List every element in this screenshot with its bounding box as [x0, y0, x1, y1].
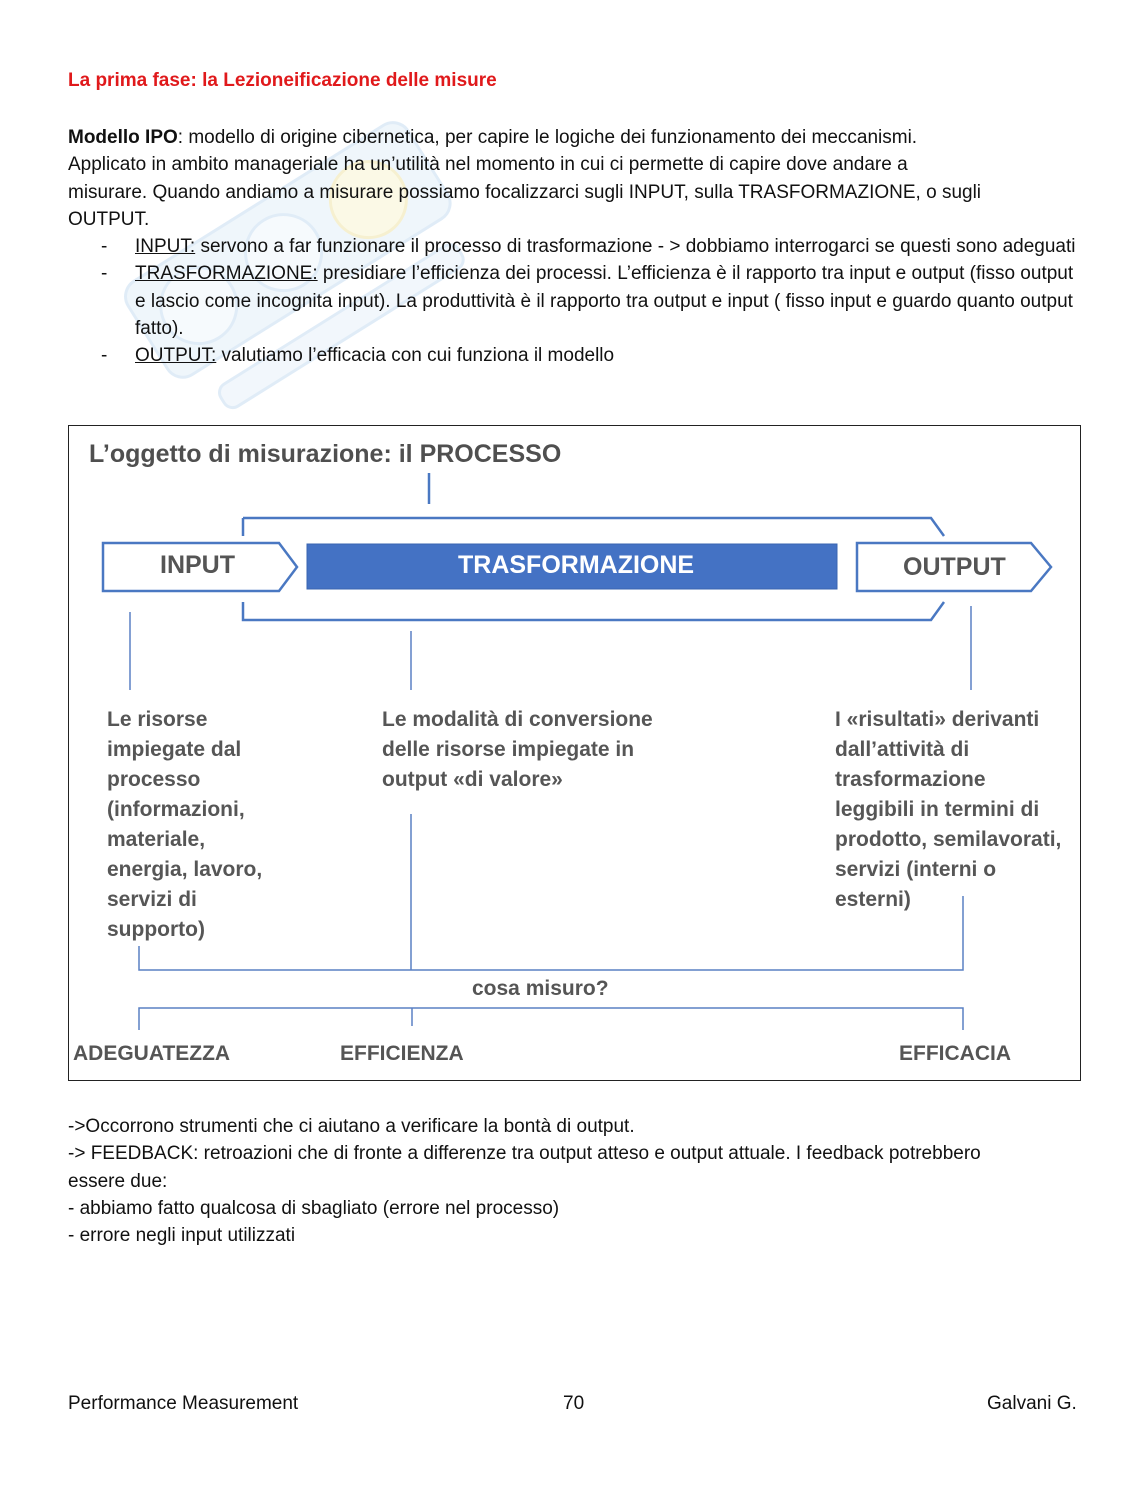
- desc-line: I «risultati» derivanti: [835, 708, 1040, 731]
- output-label: OUTPUT: [903, 553, 1006, 581]
- note-line: - abbiamo fatto qualcosa di sbagliato (errore nel processo): [68, 1197, 560, 1219]
- intro-line: OUTPUT.: [68, 208, 150, 230]
- bullet-text: valutiamo l’efficacia con cui funziona il modello: [216, 345, 615, 367]
- desc-line: (informazioni,: [107, 798, 245, 821]
- bullet-item-input: [68, 233, 1078, 260]
- process-diagram: [68, 425, 1081, 1081]
- desc-line: esterni): [835, 888, 911, 911]
- footer-author: Galvani G.: [987, 1393, 1077, 1414]
- bullet-text: servono a far funzionare il processo di trasformazione - > dobbiamo interrogarci se questi sono adeguati: [195, 236, 1076, 257]
- input-description: [107, 705, 262, 945]
- note-line: - errore negli input utilizzati: [68, 1225, 296, 1247]
- footer-page-number: 70: [563, 1393, 585, 1414]
- desc-line: servizi di: [107, 888, 197, 911]
- trasformazione-label: TRASFORMAZIONE: [458, 551, 695, 579]
- note-line: essere due:: [68, 1170, 168, 1192]
- efficacia-label: EFFICACIA: [899, 1042, 1011, 1065]
- desc-line: energia, lavoro,: [107, 858, 263, 881]
- note-line: ->Occorrono strumenti che ci aiutano a verificare la bontà di output.: [68, 1116, 635, 1137]
- bullet-term: INPUT:: [135, 236, 196, 257]
- diagram-title: L’oggetto di misurazione: il PROCESSO: [89, 440, 562, 468]
- feedback-notes: [68, 1113, 1078, 1249]
- desc-line: impiegate dal: [107, 738, 242, 761]
- desc-line: delle risorse impiegate in: [382, 738, 635, 761]
- bullet-text: presidiare l’efficienza dei processi. L’efficienza è il rapporto tra input e output (fisso output e lascio come incognita input). La produttività è il rapporto tra output e input ( fisso input e guardo quanto output fatto).: [135, 263, 1074, 339]
- desc-line: Le modalità di conversione: [382, 708, 653, 731]
- desc-line: output «di valore»: [382, 768, 563, 791]
- intro-bold-term: Modello IPO: [68, 127, 178, 148]
- input-label: INPUT: [160, 551, 235, 579]
- trasformazione-description: [382, 705, 653, 795]
- desc-line: materiale,: [107, 828, 206, 851]
- bullet-dash: -: [101, 263, 108, 285]
- desc-line: prodotto, semilavorati,: [835, 828, 1062, 851]
- intro-line: Applicato in ambito manageriale ha un’utilità nel momento in cui ci permette di capire dove andare a: [68, 154, 908, 176]
- output-description: [835, 705, 1061, 915]
- section-heading: La prima fase: la Lezioneificazione delle misure: [68, 70, 497, 91]
- bullet-list: [68, 233, 1078, 369]
- bullet-item-trasformazione: [68, 260, 1078, 342]
- intro-line: misurare. Quando andiamo a misurare possiamo focalizzarci sugli INPUT, sulla TRASFORMAZIONE, o sugli: [68, 181, 982, 203]
- bullet-dash: -: [101, 236, 108, 257]
- desc-line: trasformazione: [835, 768, 986, 791]
- bullet-term: TRASFORMAZIONE:: [135, 263, 318, 285]
- footer-course: Performance Measurement: [68, 1393, 299, 1414]
- desc-line: dall’attività di: [835, 738, 970, 761]
- desc-line: leggibili in termini di: [835, 798, 1040, 821]
- question-label: cosa misuro?: [472, 977, 609, 1000]
- adeguatezza-label: ADEGUATEZZA: [73, 1042, 231, 1065]
- intro-paragraph: [68, 124, 1078, 233]
- desc-line: supporto): [107, 918, 205, 941]
- desc-line: servizi (interni o: [835, 858, 997, 881]
- intro-line: : modello di origine cibernetica, per capire le logiche dei funzionamento dei meccanismi.: [177, 127, 918, 148]
- bottom-bracket: [139, 1008, 963, 1030]
- bullet-dash: -: [101, 345, 108, 367]
- desc-line: processo: [107, 768, 201, 791]
- desc-line: Le risorse: [107, 708, 208, 731]
- efficienza-label: EFFICIENZA: [340, 1042, 464, 1065]
- bullet-term: OUTPUT:: [135, 345, 217, 367]
- bullet-item-output: [68, 342, 1078, 369]
- note-line: -> FEEDBACK: retroazioni che di fronte a differenze tra output atteso e output attuale. I feedback potrebbero: [68, 1143, 981, 1165]
